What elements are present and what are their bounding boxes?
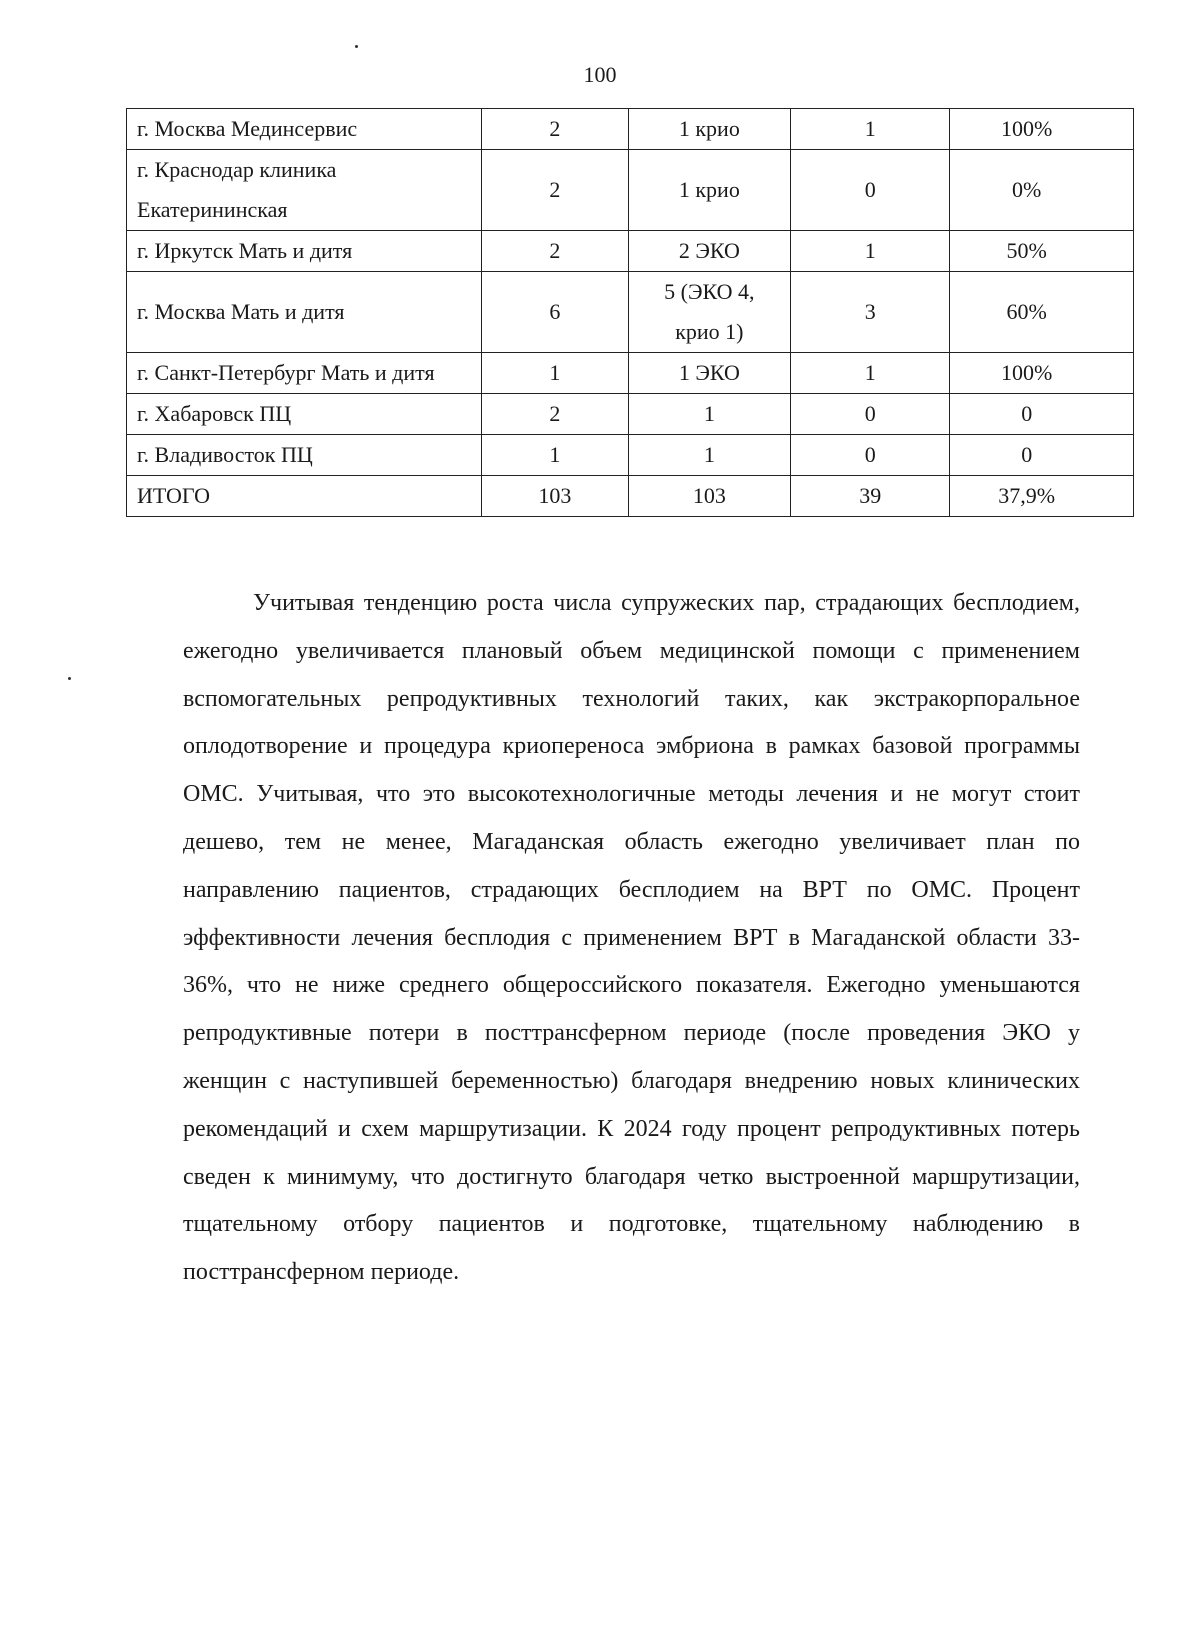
table-row	[127, 231, 1134, 272]
cell	[628, 272, 790, 353]
scan-speck	[68, 677, 71, 680]
cell: 100%	[950, 109, 1134, 150]
cell: 1	[628, 435, 790, 476]
clinic-name: г. Иркутск Мать и дитя	[127, 231, 482, 272]
table-row	[127, 353, 1134, 394]
clinic-name: г. Владивосток ПЦ	[127, 435, 482, 476]
cell: 2	[481, 150, 628, 231]
results-table	[126, 108, 1134, 517]
cell: 0%	[950, 150, 1134, 231]
clinic-name	[127, 150, 482, 231]
cell: 1 крио	[628, 150, 790, 231]
cell: 60%	[950, 272, 1134, 353]
cell: 1	[790, 353, 950, 394]
cell: 0	[790, 150, 950, 231]
clinic-name: г. Санкт-Петербург Мать и дитя	[127, 353, 482, 394]
cell: 1	[790, 109, 950, 150]
cell: 103	[481, 476, 628, 517]
cell: 6	[481, 272, 628, 353]
cell-line: 5 (ЭКО 4,	[664, 279, 755, 304]
cell: 3	[790, 272, 950, 353]
table-row	[127, 109, 1134, 150]
cell: 1 крио	[628, 109, 790, 150]
cell: 2	[481, 109, 628, 150]
cell: 1	[481, 435, 628, 476]
cell: 103	[628, 476, 790, 517]
table-row	[127, 435, 1134, 476]
cell: 50%	[950, 231, 1134, 272]
cell: 1	[790, 231, 950, 272]
body-paragraph: Учитывая тенденцию роста числа супружеских пар, страдающих бесплодием, ежегодно увеличивается плановый объем медицинской помощи с применением вспомогательных репродуктивных технологий таких, как экстракорпоральное оплодотворение и процедура криопереноса эмбриона в рамках базовой программы ОМС. Учитывая, что это высокотехнологичные методы лечения и не могут стоит дешево, тем не менее, Магаданская область ежегодно увеличивает план по направлению пациентов, страдающих бесплодием на ВРТ по ОМС. Процент эффективности лечения бесплодия с применением ВРТ в Магаданской области 33-36%, что не ниже среднего общероссийского показателя. Ежегодно уменьшаются репродуктивные потери в посттрансферном периоде (после проведения ЭКО у женщин с наступившей беременностью) благодаря внедрению новых клинических рекомендаций и схем маршрутизации. К 2024 году процент репродуктивных потерь сведен к минимуму, что достигнуто благодаря четко выстроенной маршрутизации, тщательному отбору пациентов и подготовке, тщательному наблюдению в посттрансферном периоде.	[183, 590, 1080, 1286]
clinic-name: г. Москва Мединсервис	[127, 109, 482, 150]
clinic-name-line: г. Краснодар клиника	[137, 157, 337, 182]
cell-line: крио 1)	[675, 319, 744, 344]
table-row	[127, 150, 1134, 231]
scan-speck	[355, 45, 358, 48]
clinic-name: г. Хабаровск ПЦ	[127, 394, 482, 435]
clinic-name-line: Екатерининская	[137, 197, 288, 222]
cell: 100%	[950, 353, 1134, 394]
table-row-total	[127, 476, 1134, 517]
clinic-name: г. Москва Мать и дитя	[127, 272, 482, 353]
cell: 0	[950, 435, 1134, 476]
cell: 0	[950, 394, 1134, 435]
cell: 0	[790, 435, 950, 476]
cell: 1 ЭКО	[628, 353, 790, 394]
table-row	[127, 272, 1134, 353]
cell: 2	[481, 231, 628, 272]
total-label: ИТОГО	[127, 476, 482, 517]
cell: 1	[628, 394, 790, 435]
table-row	[127, 394, 1134, 435]
cell: 37,9%	[950, 476, 1134, 517]
cell: 39	[790, 476, 950, 517]
cell: 2	[481, 394, 628, 435]
page-number: 100	[583, 62, 617, 87]
cell: 0	[790, 394, 950, 435]
cell: 2 ЭКО	[628, 231, 790, 272]
cell: 1	[481, 353, 628, 394]
